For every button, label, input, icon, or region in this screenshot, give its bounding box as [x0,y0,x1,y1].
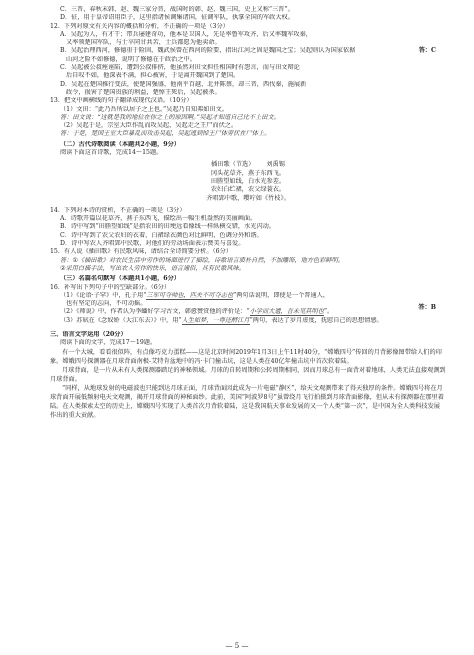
poem-line-3: 农妇白纻裙，农父绿蓑衣。 [210,186,286,194]
q16-item-1: （1）《论语·子罕》中，孔子用“ [60,291,147,299]
language-section-intro: 阅读下面的文字，完成17～19题。 [60,339,157,347]
q12-option-c-cont: 后自叹不如，他深表不满，担心被害，于是离开魏国到了楚国。 [66,72,240,80]
q16-item-1-end: 也有坚定的志向，不可动摇。 [66,300,147,308]
q16-item-3-cont: ”两句，表达了岁月虚度，抚慰自己的思想情感。 [249,316,383,324]
passage-paragraph-1: 有一个大城，看看很似阵，有点像巧克力蛋糕——这是北京时间2019年1月3日上午11时40分，“嫦娥四号”传回的月背影像图带给人们的印象。嫦娥四号探测器在月球背面南极-艾特肯盆地中的冯·卡门撞击坑，这是人类在40亿年撞击坑中首次软着陆。 [50,348,442,365]
poem-title: 插田歌（节选） [211,161,255,169]
q14-answer: 答：B [418,304,436,311]
q13-stem: 13．把文中画横线的句子翻译成现代汉语。（10分） [50,97,193,105]
q14-option-c: C．诗中写到了农父农妇的衣着，白裙绿衣颜色对比鲜明，色调分外和谐。 [60,231,263,239]
q11-option-d: D．征，用于皇帝诏用臣子，这里指诸侯调集诸国，征调军队，执掌全国的军政大权。 [60,14,294,22]
poetry-intro: 阅读下面这首诗歌，完成14～15题。 [60,149,163,157]
q16-fill-1: 三军可夺帅也，匹夫不可夺志也 [146,291,234,299]
poetry-heading: （二）古代诗歌阅读（本题共2小题，9分） [60,140,180,148]
q16-item-2-cont: ”。 [323,308,334,316]
q16-item-1-cont: ”两句话说明，即使是一个普通人， [233,291,330,299]
q13-sentence-2: （2）吴起于是，宗室大臣作乱而攻吴起，吴起走之王尸而伏之。 [60,122,238,130]
q12-option-c: C．吴起被公叔痤诬陷，遭到公叔排挤，他虽然对田文担任相国时有怨言，而与田文辩论 [60,64,300,72]
passage-paragraph-3: “同样，从地球发射的电磁波也只能到达月球正面，月球背面因此成为一片电磁“静区”，给天文观测带来了得天独厚的条件。嫦娥四号将在月球背面开展低频射电天文观测，揭开月球背面的神秘面纱。此前，美国“阿波罗8号”虽曾绕月飞行拍摄到月球背面影像，但从未有探测器在那里着陆。在人类探索太空的历史上，嫦娥四号实现了人类首次月背软着陆，这是我国航天事业发展的又一个人类“第一次”，是中国为全人类科技发展作出的重大贡献。 [50,384,444,419]
q12-option-a-cont: 又率领楚国军队，与士卒同甘共苦，士兵都愿为他卖命。 [66,39,221,47]
q14-option-b: B．诗中写到“田塍望如线”是指农田的田埂远看像线一样纵横交错，水光闪动。 [60,223,276,231]
page-number: — 5 — [225,641,249,650]
q16-fill-2: 小学而大遗，吾未见其明也 [249,308,324,316]
q15-answer-1: 答：①《插田歌》对农民生活中劳作的场面进行了描绘，诗歌语言质朴自然，不加雕饰，地方色彩鲜明。 [60,256,344,264]
q15-answer-2: ②采用白描手法，写出农人劳作的快乐，语言通俗，具有民歌风味。 [60,264,245,272]
passage-paragraph-2: 月球背面，是一片从未有人类探测器踏足的神秘领域。月球的自转周期和公转周期相同，因而月球总有一面背对着地球，人类无法直接观测到月球背面。 [50,366,446,383]
q12-option-d-cont: 政令，损害了楚国贵族的利益，楚悼王死后，吴起被杀。 [66,88,221,96]
q12-stem: 12．下列对原文有关内容的概括和分析，不正确的一项是（3分） [50,22,229,30]
q16-item-3: （3）苏轼在《念奴娇（大江东去）》中，用“ [60,316,182,324]
q16-fill-3: 人生如梦，一尊还酹江月 [181,316,250,324]
q15-stem: 15．有人说《插田歌》有民歌风味，请结合全诗简要分析。（6分） [50,248,232,256]
q11-option-c: C．三晋，春秋末韩、赵、魏三家分晋，战国时的韩、赵、魏三国，史上又称“三晋”。 [60,6,294,13]
language-section-heading: 三、语言文字运用（20分） [50,330,127,338]
q14-option-d: D．诗中写农人齐唱郢中民歌，对他们的劳动场面表示赞美与喜爱。 [60,240,245,248]
poem-line-2: 田塍望如线，白水光参差。 [210,177,286,185]
poem [50,161,446,202]
q13-answer-2: 答：于是，楚国王室大臣暴乱而攻击吴起，吴起逃到悼王尸体旁伏在尸体上。 [60,130,271,138]
q14-option-a: A．诗歌开篇以花草齐，燕子东西飞，描绘出一幅生机盎然的美丽画面。 [60,215,257,223]
q12-option-d: D．吴起在楚国推行变法，使楚国强盛，他南平百越，北并陈蔡，却三晋，西伐秦，施展新 [60,80,307,88]
q12-answer: 答：C [418,47,436,54]
q12-option-b: B．吴起治理西河，修德重于险固，魏武侯曾在西河的险要，指出江河之固是魏国之宝；吴起则认为国家依据 [60,47,356,55]
q16-stem: 16．补写出下列句子中的空缺部分。（6分） [50,283,171,291]
q16-item-2: （2）《师说》中，作者认为李蟠好学习古文，韩愈赞赏他的评价是：“ [60,308,250,316]
poem-line-1: 冈头花草齐，燕子东西飞。 [210,169,286,177]
poem-author: 刘禹锡 [266,161,285,169]
q12-option-b-cont: 山河之险不如修德，说明了修德在于政治之中。 [66,55,196,63]
q13-answer-1: 答：田文说：“这就是我的地位在你之上的原因啊。”吴起才知道自己比不上田文。 [60,113,280,121]
q14-stem: 14．下列对本诗的赏析，不正确的一项是（3分） [50,206,186,214]
q13-sentence-1: （1）文田：“此乃吾所以居子之上也。”吴起乃自知弗如田文。 [60,105,229,113]
poem-line-4: 齐唱郢中歌，嘤咛如《竹枝》。 [206,194,290,202]
q12-option-a: A．吴起为人，有才干；带兵屡建奇功，他本是卫国人，先是率鲁军攻齐，后又率魏军攻秦， [60,30,312,38]
recitation-heading: （三）名篇名句默写（本题共1小题，6分） [60,275,180,283]
